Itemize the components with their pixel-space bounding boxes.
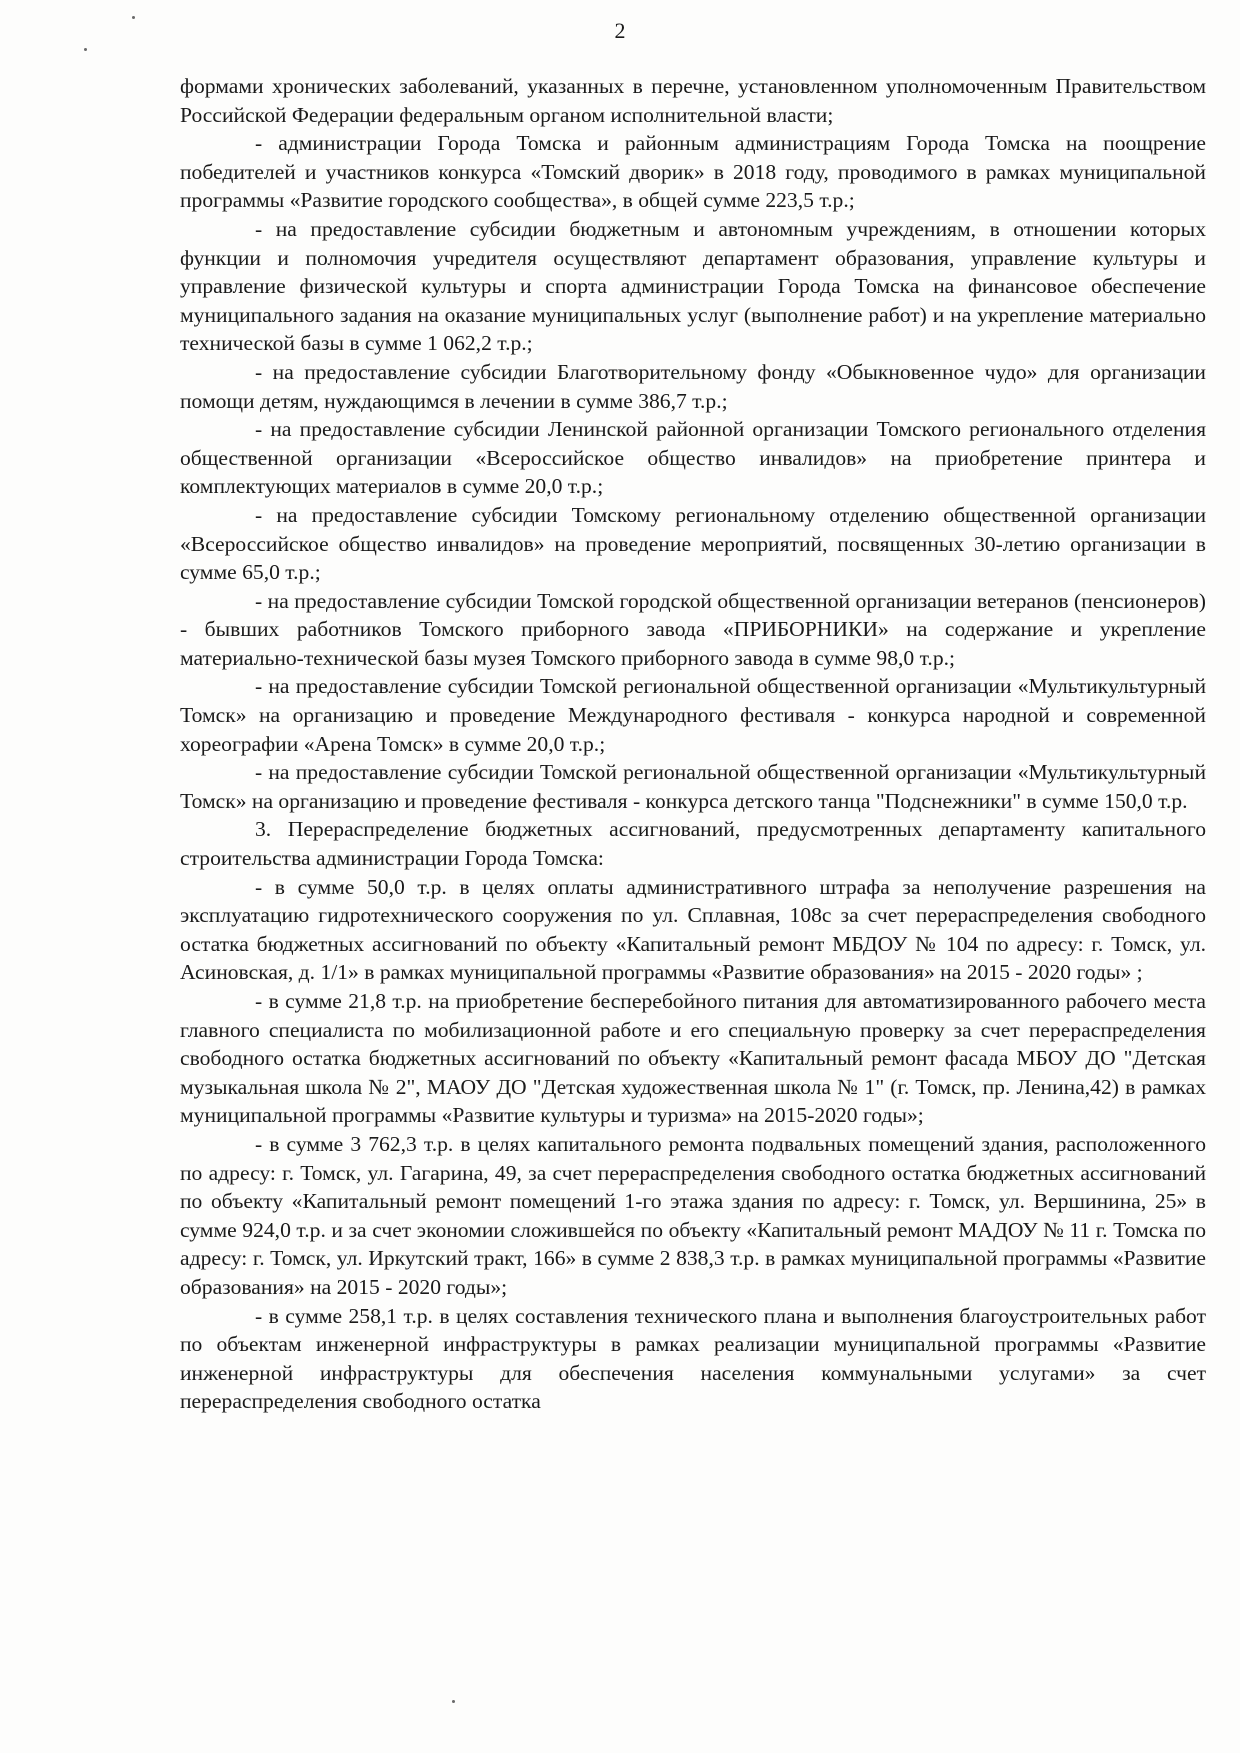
paragraph: - в сумме 21,8 т.р. на приобретение бесперебойного питания для автоматизированного рабочего места главного специалиста по мобилизационной работе и его специальную проверку за счет перераспределения свободного остатка бюджетных ассигнований по объекту «Капитальный ремонт фасада МБОУ ДО "Детская музыкальная школа № 2", МАОУ ДО "Детская художественная школа № 1" (г. Томск, пр. Ленина,42) в рамках муниципальной программы «Развитие культуры и туризма» на 2015-2020 годы»; xyxy=(180,989,1206,1128)
page-number: 2 xyxy=(614,18,626,43)
scan-speck xyxy=(452,1700,455,1703)
paragraph: 3. Перераспределение бюджетных ассигнований, предусмотренных департаменту капитального строительства администрации Города Томска: xyxy=(180,817,1206,871)
scan-speck xyxy=(132,16,135,19)
paragraph: - на предоставление субсидии бюджетным и автономным учреждениям, в отношении которых функции и полномочия учредителя осуществляют департамент образования, управление культуры и управление физической культуры и спорта администрации Города Томска на финансовое обеспечение муниципального задания на оказание муниципальных услуг (выполнение работ) и на укрепление материально технической базы в сумме 1 062,2 т.р.; xyxy=(180,216,1206,356)
paragraph: формами хронических заболеваний, указанных в перечне, установленном уполномоченным Правительством Российской Федерации федеральным органом исполнительной власти; xyxy=(180,74,1206,127)
paragraph: - в сумме 50,0 т.р. в целях оплаты административного штрафа за неполучение разрешения на эксплуатацию гидротехнического сооружения по ул. Сплавная, 108с за счет перераспределения свободного остатка бюджетных ассигнований по объекту «Капитальный ремонт МБДОУ № 104 по адресу: г. Томск, ул. Асиновская, д. 1/1» в рамках муниципальной программы «Развитие образования» на 2015 - 2020 годы» ; xyxy=(180,874,1206,985)
paragraph: - администрации Города Томска и районным администрациям Города Томска на поощрение победителей и участников конкурса «Томский дворик» в 2018 году, проводимого в рамках муниципальной программы «Развитие городского сообщества», в общей сумме 223,5 т.р.; xyxy=(180,131,1206,213)
paragraph: - в сумме 258,1 т.р. в целях составления технического плана и выполнения благоустроительных работ по объектам инженерной инфраструктуры в рамках реализации муниципальной программы «Развитие инженерной инфраструктуры для обеспечения населения коммунальными услугами» за счет перераспределения свободного остатка xyxy=(180,1303,1206,1414)
paragraph: - на предоставление субсидии Томской региональной общественной организации «Мультикультурный Томск» на организацию и проведение Международного фестиваля - конкурса народной и современной хореографии «Арена Томск» в сумме 20,0 т.р.; xyxy=(180,674,1206,756)
paragraph: - в сумме 3 762,3 т.р. в целях капитального ремонта подвальных помещений здания, расположенного по адресу: г. Томск, ул. Гагарина, 49, за счет перераспределения свободного остатка бюджетных ассигнований по объекту «Капитальный ремонт помещений 1-го этажа здания по адресу: г. Томск, ул. Вершинина, 25» в сумме 924,0 т.р. и за счет экономии сложившейся по объекту «Капитальный ремонт МАДОУ № 11 г. Томска по адресу: г. Томск, ул. Иркутский тракт, 166» в сумме 2 838,3 т.р. в рамках муниципальной программы «Развитие образования» на 2015 - 2020 годы»; xyxy=(180,1131,1206,1299)
paragraph: - на предоставление субсидии Ленинской районной организации Томского регионального отделения общественной организации «Всероссийское общество инвалидов» на приобретение принтера и комплектующих материалов в сумме 20,0 т.р.; xyxy=(180,417,1206,499)
document-body xyxy=(180,72,1206,1416)
paragraph: - на предоставление субсидии Томской городской общественной организации ветеранов (пенсионеров) - бывших работников Томского приборного завода «ПРИБОРНИКИ» на содержание и укрепление материально-технической базы музея Томского приборного завода в сумме 98,0 т.р.; xyxy=(180,588,1206,670)
scan-speck xyxy=(84,48,87,51)
paragraph: - на предоставление субсидии Томскому региональному отделению общественной организации «Всероссийское общество инвалидов» на проведение мероприятий, посвященных 30-летию организации в сумме 65,0 т.р.; xyxy=(180,502,1206,585)
paragraph: - на предоставление субсидии Благотворительному фонду «Обыкновенное чудо» для организации помощи детям, нуждающимся в лечении в сумме 386,7 т.р.; xyxy=(180,359,1206,413)
paragraph: - на предоставление субсидии Томской региональной общественной организации «Мультикультурный Томск» на организацию и проведение фестиваля - конкурса детского танца "Подснежники" в сумме 150,0 т.р. xyxy=(180,760,1206,813)
